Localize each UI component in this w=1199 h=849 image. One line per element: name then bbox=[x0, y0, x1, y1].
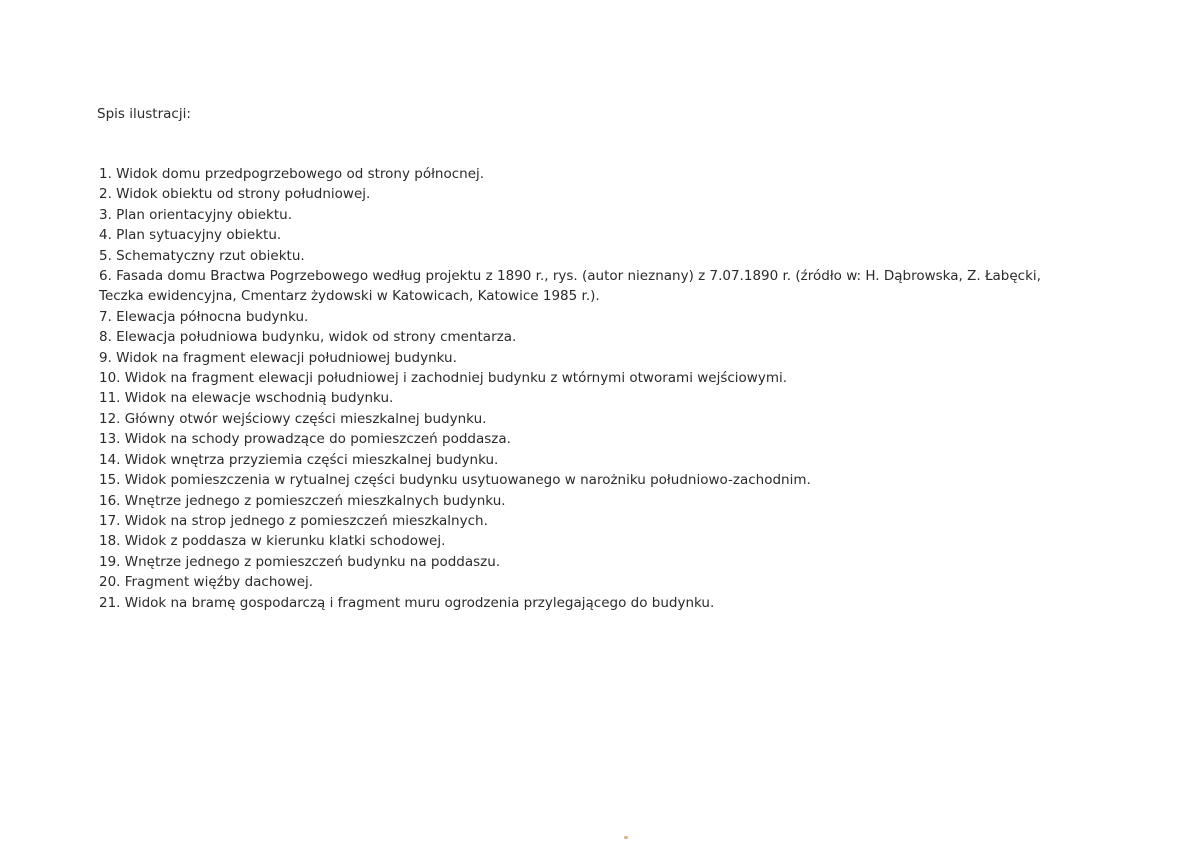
scan-speck bbox=[624, 836, 628, 839]
list-item: Teczka ewidencyjna, Cmentarz żydowski w Katowicach, Katowice 1985 r.). bbox=[99, 288, 600, 305]
list-item: 12. Główny otwór wejściowy części mieszkalnej budynku. bbox=[99, 410, 487, 427]
list-item: 10. Widok na fragment elewacji południowej i zachodniej budynku z wtórnymi otworami wejściowymi. bbox=[99, 370, 788, 387]
list-item: 14. Widok wnętrza przyziemia części mieszkalnej budynku. bbox=[99, 451, 499, 468]
list-item: 11. Widok na elewacje wschodnią budynku. bbox=[99, 390, 394, 407]
list-item: 3. Plan orientacyjny obiektu. bbox=[99, 206, 293, 223]
list-item: 6. Fasada domu Bractwa Pogrzebowego według projektu z 1890 r., rys. (autor nieznany) z 7.07.1890 r. (źródło w: H. Dąbrowska, Z. Łabęcki, bbox=[99, 268, 1041, 285]
list-item: 20. Fragment więźby dachowej. bbox=[99, 574, 314, 591]
list-item: 2. Widok obiektu od strony południowej. bbox=[99, 186, 371, 203]
list-item: 7. Elewacja północna budynku. bbox=[99, 308, 309, 325]
illustration-list bbox=[99, 164, 1099, 613]
list-item: 17. Widok na strop jednego z pomieszczeń mieszkalnych. bbox=[99, 512, 488, 529]
list-item: 21. Widok na bramę gospodarczą i fragment muru ogrodzenia przylegającego do budynku. bbox=[99, 594, 715, 611]
list-item: 16. Wnętrze jednego z pomieszczeń mieszkalnych budynku. bbox=[99, 492, 506, 509]
list-item: 5. Schematyczny rzut obiektu. bbox=[99, 247, 305, 264]
list-item: 4. Plan sytuacyjny obiektu. bbox=[99, 227, 282, 244]
list-item: 15. Widok pomieszczenia w rytualnej części budynku usytuowanego w narożniku południowo-zachodnim. bbox=[99, 472, 811, 489]
list-item: 13. Widok na schody prowadzące do pomieszczeń poddasza. bbox=[99, 431, 511, 448]
list-item: 1. Widok domu przedpogrzebowego od strony północnej. bbox=[99, 166, 485, 182]
list-item: 8. Elewacja południowa budynku, widok od strony cmentarza. bbox=[99, 329, 517, 346]
list-item: 9. Widok na fragment elewacji południowej budynku. bbox=[99, 349, 457, 366]
list-heading: Spis ilustracji: bbox=[97, 106, 191, 122]
list-item: 19. Wnętrze jednego z pomieszczeń budynku na poddaszu. bbox=[99, 553, 501, 570]
list-item: 18. Widok z poddasza w kierunku klatki schodowej. bbox=[99, 533, 446, 550]
